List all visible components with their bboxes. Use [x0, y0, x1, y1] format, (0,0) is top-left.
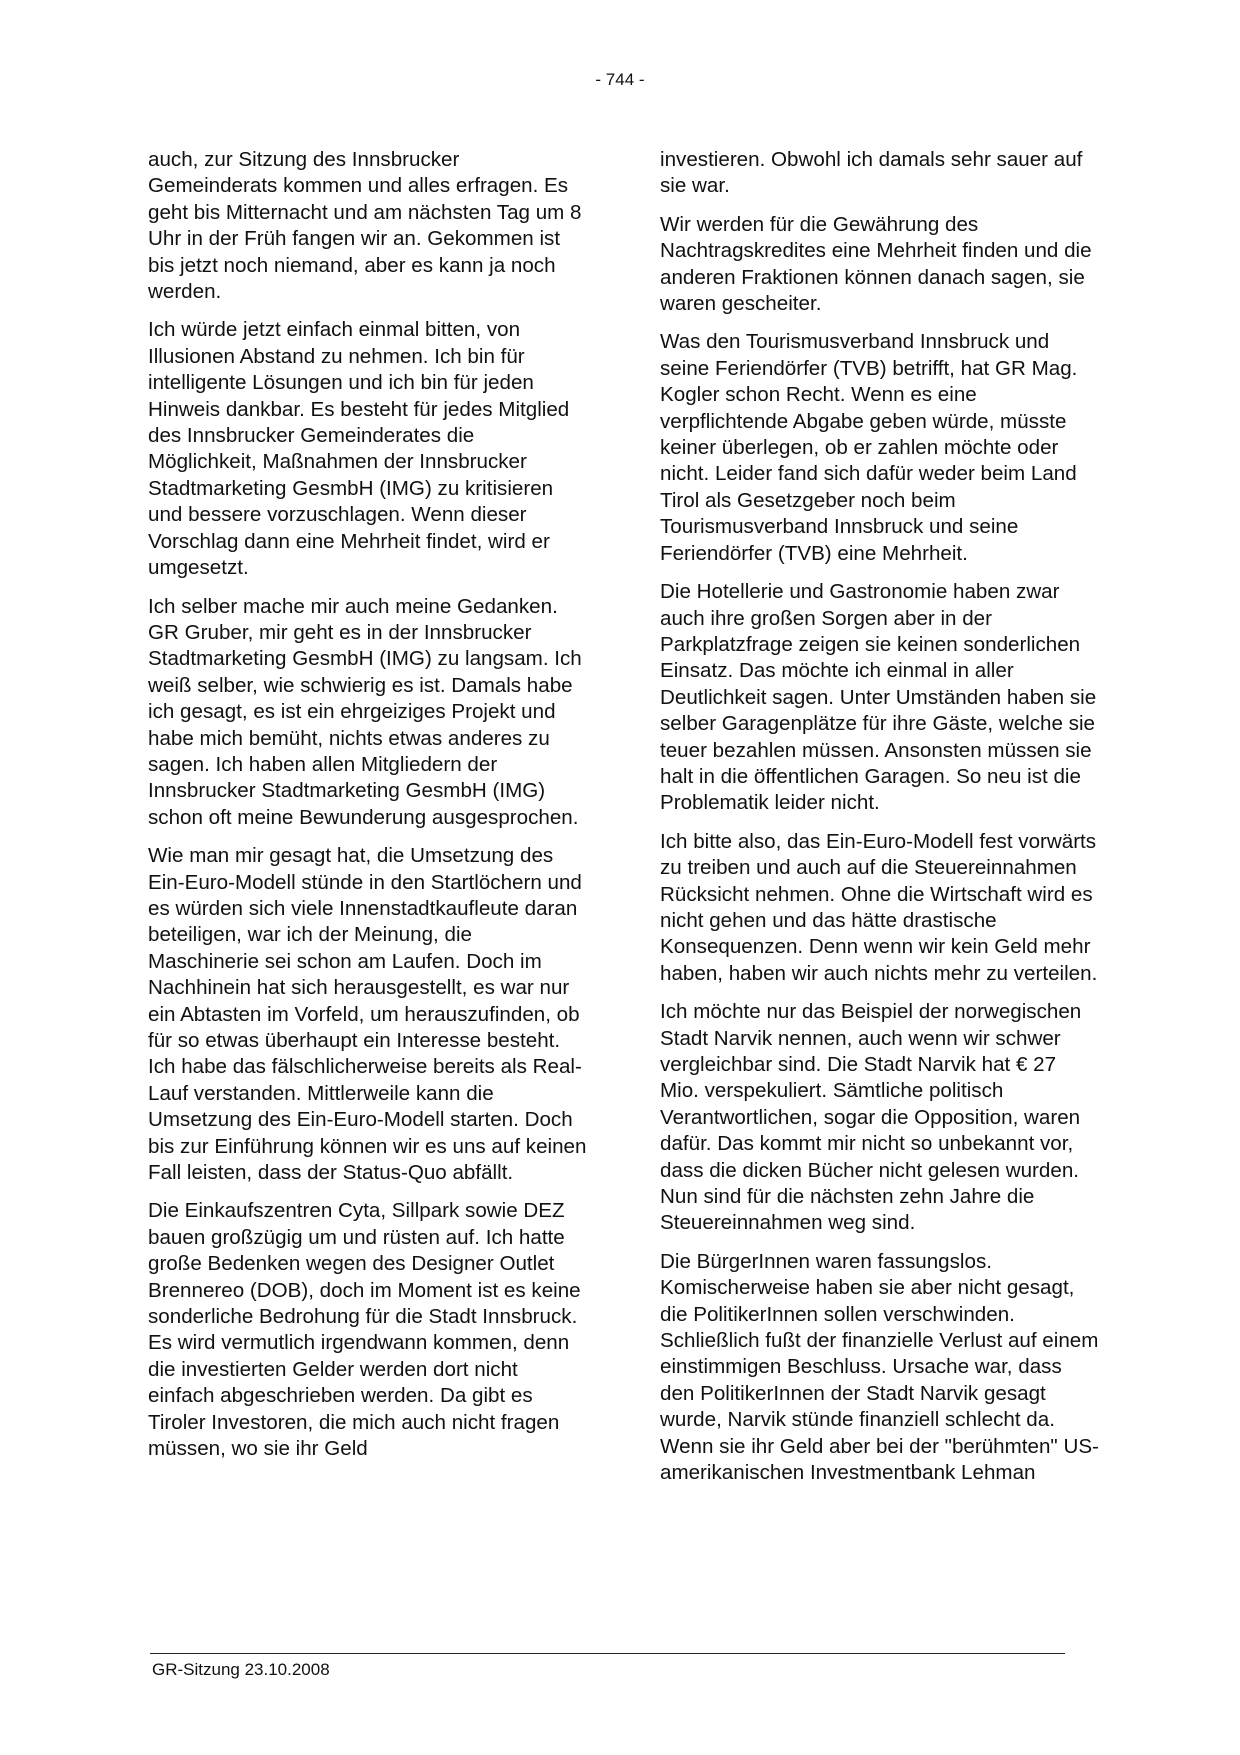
footer-divider [150, 1653, 1065, 1654]
paragraph: Ich bitte also, das Ein-Euro-Modell fest vorwärts zu treiben und auch auf die Steuereinnahmen Rücksicht nehmen. Ohne die Wirtschaft wird es nicht gehen und das hätte drastische Konsequenzen. Denn wenn wir kein Geld mehr haben, haben wir auch nichts mehr zu verteilen. [660, 829, 1098, 985]
page-number: - 744 - [595, 70, 645, 89]
paragraph: Die BürgerInnen waren fassungslos. Komischerweise haben sie aber nicht gesagt, die PolitikerInnen sollen verschwinden. Schließlich fußt der finanzielle Verlust auf einem einstimmigen Beschluss. Ursache war, dass den PolitikerInnen der Stadt Narvik gesagt wurde, Narvik stünde finanziell schlecht da. Wenn sie ihr Geld aber bei der "berühmten" US-amerikanischen Investmentbank Lehman [660, 1249, 1099, 1485]
right-column [660, 147, 1100, 1499]
paragraph: Ich möchte nur das Beispiel der norwegischen Stadt Narvik nennen, auch wenn wir schwer vergleichbar sind. Die Stadt Narvik hat € 27 Mio. verspekuliert. Sämtliche politisch Verantwortlichen, sogar die Opposition, waren dafür. Das kommt mir nicht so unbekannt vor, dass die dicken Bücher nicht gelesen wurden. Nun sind für die nächsten zehn Jahre die Steuereinnahmen weg sind. [660, 1000, 1082, 1235]
paragraph: Ich selber mache mir auch meine Gedanken. GR Gruber, mir geht es in der Innsbrucker Stadtmarketing GesmbH (IMG) zu langsam. Ich weiß selber, wie schwierig es ist. Damals habe ich gesagt, es ist ein ehrgeiziges Projekt und habe mich bemüht, nichts etwas anderes zu sagen. Ich haben allen Mitgliedern der Innsbrucker Stadtmarketing GesmbH (IMG) schon oft meine Bewunderung ausgesprochen. [148, 594, 582, 829]
paragraph: Wir werden für die Gewährung des Nachtragskredites eine Mehrheit finden und die anderen Fraktionen können danach sagen, sie waren gescheiter. [660, 212, 1092, 316]
paragraph: Wie man mir gesagt hat, die Umsetzung des Ein-Euro-Modell stünde in den Startlöchern und es würden sich viele Innenstadtkaufleute daran beteiligen, war ich der Meinung, die Maschinerie sei schon am Laufen. Doch im Nachhinein hat sich herausgestellt, es war nur ein Abtasten im Vorfeld, um herauszufinden, ob für so etwas überhaupt ein Interesse besteht. Ich habe das fälschlicherweise bereits als Real-Lauf verstanden. Mittlerweile kann die Umsetzung des Ein-Euro-Modell starten. Doch bis zur Einführung können wir es uns auf keinen Fall leisten, dass der Status-Quo abfällt. [148, 844, 587, 1185]
footer-text: GR-Sitzung 23.10.2008 [152, 1660, 330, 1679]
paragraph: auch, zur Sitzung des Innsbrucker Gemeinderats kommen und alles erfragen. Es geht bis Mitternacht und am nächsten Tag um 8 Uhr in der Früh fangen wir an. Gekommen ist bis jetzt noch niemand, aber es kann ja noch werden. [148, 148, 582, 304]
paragraph: investieren. Obwohl ich damals sehr sauer auf sie war. [660, 148, 1083, 198]
paragraph: Was den Tourismusverband Innsbruck und seine Feriendörfer (TVB) betrifft, hat GR Mag. Kogler schon Recht. Wenn es eine verpflichtende Abgabe geben würde, müsste keiner überlegen, ob er zahlen möchte oder nicht. Leider fand sich dafür weder beim Land Tirol als Gesetzgeber noch beim Tourismusverband Innsbruck und seine Feriendörfer (TVB) eine Mehrheit. [660, 330, 1078, 565]
paragraph: Die Hotellerie und Gastronomie haben zwar auch ihre großen Sorgen aber in der Parkplatzfrage zeigen sie keinen sonderlichen Einsatz. Das möchte ich einmal in aller Deutlichkeit sagen. Unter Umständen haben sie selber Garagenplätze für ihre Gäste, welche sie teuer bezahlen müssen. Ansonsten müssen sie halt in die öffentlichen Garagen. So neu ist die Problematik leider nicht. [660, 580, 1097, 815]
left-column [148, 147, 588, 1475]
paragraph: Ich würde jetzt einfach einmal bitten, von Illusionen Abstand zu nehmen. Ich bin für intelligente Lösungen und ich bin für jeden Hinweis dankbar. Es besteht für jedes Mitglied des Innsbrucker Gemeinderates die Möglichkeit, Maßnahmen der Innsbrucker Stadtmarketing GesmbH (IMG) zu kritisieren und bessere vorzuschlagen. Wenn dieser Vorschlag dann eine Mehrheit findet, wird er umgesetzt. [148, 318, 570, 580]
paragraph: Die Einkaufszentren Cyta, Sillpark sowie DEZ bauen großzügig um und rüsten auf. Ich hatte große Bedenken wegen des Designer Outlet Brennereo (DOB), doch im Moment ist es keine sonderliche Bedrohung für die Stadt Innsbruck. Es wird vermutlich irgendwann kommen, denn die investierten Gelder werden dort nicht einfach abgeschrieben werden. Da gibt es Tiroler Investoren, die mich auch nicht fragen müssen, wo sie ihr Geld [148, 1199, 581, 1461]
